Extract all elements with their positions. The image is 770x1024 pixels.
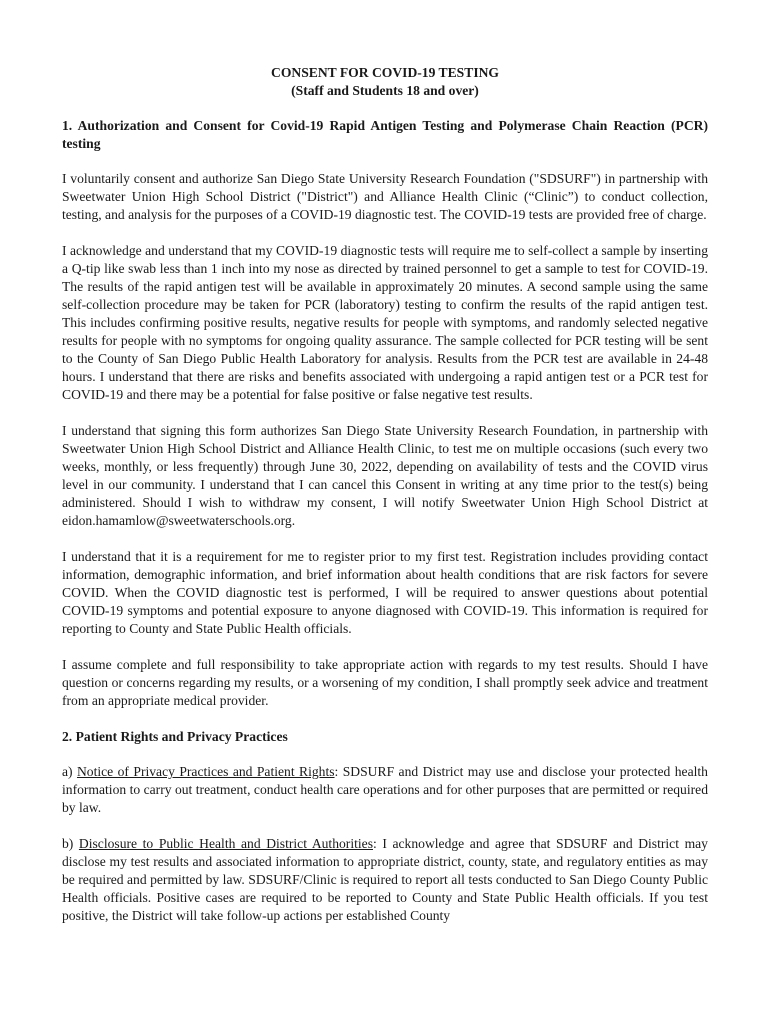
item-b-prefix: b) [62, 836, 79, 851]
item-b-title: Disclosure to Public Health and District Authorities [78, 836, 373, 851]
item-a-prefix: a) [62, 764, 77, 779]
consent-paragraph: I acknowledge and understand that my COVID-19 diagnostic tests will require me to self-collect a sample by inserting a Q-tip like swab less than 1 inch into my nose as directed by trained personnel to get a sample to test for COVID-19. The results of the rapid antigen test will be available in approximately 20 minutes. A second sample using the same self-collection procedure may be taken for PCR (laboratory) testing to confirm the results of the rapid antigen test. This includes confirming positive results, negative results for people with symptoms, and randomly selected negative results for people with no symptoms for ongoing quality assurance. The sample collected for PCR testing will be sent to the County of San Diego Public Health Laboratory for analysis. Results from the PCR test are available in 24-48 hours. I understand that there are risks and benefits associated with undergoing a rapid antigen test or a PCR test for COVID-19 and there may be a potential for false positive or false negative test results. [62, 243, 708, 402]
document-title: CONSENT FOR COVID-19 TESTING [271, 65, 499, 80]
section-1-heading: 1. Authorization and Consent for Covid-19 Rapid Antigen Testing and Polymerase Chain Reaction (PCR) testing [62, 118, 708, 151]
consent-paragraph: I voluntarily consent and authorize San Diego State University Research Foundation ("SDSURF") in partnership with Sweetwater Union High School District ("District") and Alliance Health Clinic (“Clinic”) to conduct collection, testing, and analysis for the purposes of a COVID-19 diagnostic test. The COVID-19 tests are provided free of charge. [62, 171, 708, 222]
item-b-body: : I acknowledge and agree that SDSURF and District may disclose my test results and associated information to appropriate district, county, state, and regulatory entities as may be required and permitted by law. SDSURF/Clinic is required to report all tests conducted to San Diego County Public Health officials. Positive cases are required to be reported to County and State Public Health officials. If you test positive, the District will take follow-up actions per established County [62, 836, 708, 923]
privacy-item-b [62, 835, 708, 925]
document-subtitle: (Staff and Students 18 and over) [291, 83, 479, 98]
privacy-item-a [62, 763, 708, 817]
consent-paragraph: I understand that signing this form authorizes San Diego State University Research Foundation, in partnership with Sweetwater Union High School District and Alliance Health Clinic, to test me on multiple occasions (such every two weeks, monthly, or less frequently) through June 30, 2022, depending on availability of tests and the COVID virus level in our community. I understand that I can cancel this Consent in writing at any time prior to the test(s) being administered. Should I wish to withdraw my consent, I will notify Sweetwater Union High School District at eidon.hamamlow@sweetwaterschools.org. [62, 423, 708, 528]
consent-paragraph: I assume complete and full responsibility to take appropriate action with regards to my test results. Should I have question or concerns regarding my results, or a worsening of my condition, I shall promptly seek advice and treatment from an appropriate medical provider. [62, 657, 708, 708]
item-a-title: Notice of Privacy Practices and Patient Rights [76, 764, 335, 779]
item-a-body: : SDSURF and District may use and disclose your protected health information to carry out treatment, conduct health care operations and for other purposes that are permitted or required by law. [62, 764, 708, 815]
section-2-heading: 2. Patient Rights and Privacy Practices [62, 729, 288, 744]
consent-document [62, 64, 708, 925]
consent-paragraph: I understand that it is a requirement for me to register prior to my first test. Registration includes providing contact information, demographic information, and brief information about health conditions that are risk factors for severe COVID. When the COVID diagnostic test is performed, I will be required to answer questions about potential COVID-19 symptoms and potential exposure to anyone diagnosed with COVID-19. This information is required for reporting to County and State Public Health officials. [62, 549, 708, 636]
